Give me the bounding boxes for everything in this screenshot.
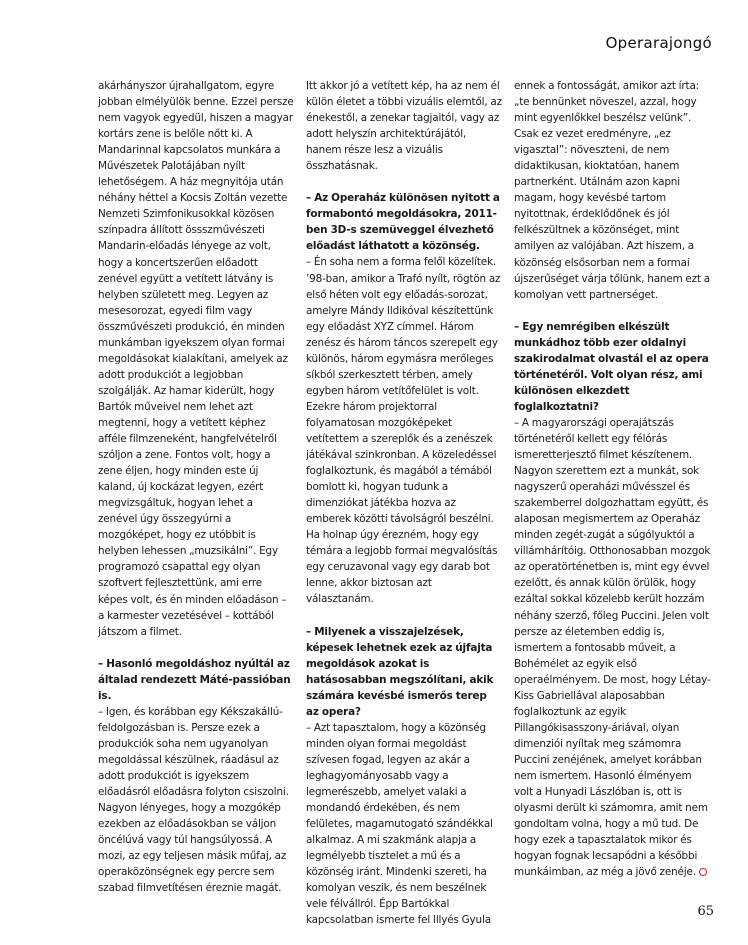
paragraph: – Igen, és korábban egy Kékszakállú-feldolgozásban is. Persze ezek a produkciók soha nem ugyanolyan megoldással készülnek, ráadásul az adott produkciót is igyekszem előadásról előadásra folyton csiszolni. Nagyon lényeges, hogy a mozgókép ezekben az előadásokban se váljon öncélúvá vagy túl hangsúlyossá. A mozi, az egy teljesen másik műfaj, az operaközönségnek egy percre sem szabad filmvetítésen éreznie magát. xyxy=(98,705,289,895)
interview-question: – Az Operaház különösen nyitott a formabontó megoldásokra, 2011-ben 3D-s szemüveggel élvezhető előadást láthatott a közönség. xyxy=(306,192,500,253)
interview-question: – Milyenek a visszajelzések, képesek lehetnek ezek az újfajta megoldások azokat is hatásosabban megszólítani, akik számára kevésbé ismerős terep az opera? xyxy=(306,625,494,718)
end-of-article-icon xyxy=(699,868,707,876)
text-column-1 xyxy=(98,78,294,896)
paragraph: – Én soha nem a forma felől közelítek. ’98-ban, amikor a Trafó nyílt, rögtön az első héten volt egy előadás-sorozat, amelyre Mándy Ildikóval készítettünk egy előadást XYZ címmel. Három zenész és három táncos szerepelt egy különös, három egymásra merőleges síkból szerkesztett térben, amely egyben három vetítőfelület is volt. Ezekre három projektorral folyamatosan mozgóképeket vetítettem a szereplők és a zenészek játékával szinkronban. A közeledéssel foglalkoztunk, és magából a témából bomlott ki, hogyan tudunk a dimenziókat játékba hozva az emberek közötti távolságról beszélni. Ha holnap úgy érezném, hogy egy témára a legjobb formai megvalósítás egy ceruzavonal vagy egy darab bot lenne, akkor biztosan azt választanám. xyxy=(306,256,501,606)
section-title: Operarajongó xyxy=(605,34,712,52)
paragraph: akárhányszor újrahallgatom, egyre jobban elmélyülök benne. Ezzel persze nem vagyok egyedül, hiszen a magyar kortárs zene is belőle nőtt ki. A Mandarinnal kapcsolatos munkára a Művészetek Palotájában nyílt lehetőségem. A ház megnyitója után néhány héttel a Kocsis Zoltán vezette Nemzeti Szimfonikusokkal közösen színpadra állított össszművészeti Mandarin-előadás lényege az volt, hogy a koncertszerűen előadott zenével együtt a vetített látvány is helyben született meg. Legyen az mesesorozat, egyedi film vagy összművészeti produkció, én minden munkámban igyekszem olyan formai megoldásokat kialakítani, amelyek az adott produkciót a legjobban szolgálják. Az hamar kiderült, hogy Bartók műveivel nem lehet azt megtenni, hogy a vetített képhez afféle filmzeneként, hangfelvételről szóljon a zene. Fontos volt, hogy a zene éljen, hogy minden este új kaland, új kockázat legyen, ezért megvizsgáltuk, hogyan lehet a zenével úgy összegyúrni a mozgóképet, hogy ez utóbbit is helyben lehessen „muzsikálni”. Egy programozó csapattal egy olyan szoftvert fejlesztettünk, ami erre képes volt, és én minden előadáson – a karmester vezetésével – kottából játszom a filmet. xyxy=(98,80,294,638)
page-number: 65 xyxy=(697,904,714,919)
paragraph: ennek a fontosságát, amikor azt írta: „te bennünket növeszel, azzal, hogy mint egyenlőkkel beszélsz velünk”. Csak ez vezet eredményre, „ez vigasztal”: növeszteni, de nem didaktikusan, kioktatóan, hanem partnerként. Utálnám azon kapni magam, hogy kevésbé tartom nyitottnak, érdeklődőnek és jól felkészültnek a közönséget, mint amilyen az valójában. Azt hiszem, a közönség elsősorban nem a formai újszerűséget várja tőlünk, hanem ezt a komolyan vett partnerséget. xyxy=(514,80,710,301)
interview-question: – Egy nemrégiben elkészült munkádhoz több ezer oldalnyi szakirodalmat olvastál el az opera történetéről. Volt olyan rész, ami különösen elkezdett foglalkoztatni? xyxy=(514,320,709,413)
text-column-2 xyxy=(306,78,502,928)
paragraph: Itt akkor jó a vetített kép, ha az nem él külön életet a többi vizuális elemtől, az énekestől, a zenekar tagjaitól, vagy az adott helyszín architektúrájától, hanem része lesz a vizuális összhatásnak. xyxy=(306,80,502,173)
interview-question: – Hasonló megoldáshoz nyúltál az általad rendezett Máté-passióban is. xyxy=(98,657,291,702)
paragraph-text: – A magyarországi operajátszás történetéről kellett egy félórás ismeretterjesztő filmet készítenem. Nagyon szerettem ezt a munkát, sok nagyszerű operaházi művésszel és szakemberrel dolgozhattam együtt, és alaposan megismertem az Operaház minden zegét-zugát a súgólyuktól a villámhárítóig. Otthonosabban mozgok az operatörténetben is, mint egy évvel ezelőtt, és annak külön örülök, hogy ezáltal sokkal közelebb került hozzám néhány szerző, főleg Puccini. Jelen volt persze az életemben eddig is, ismertem a fontosabb műveit, a Bohémélet az egyik első operaélményem. De most, hogy Létay-Kiss Gabriellával alaposabban foglalkoztunk az egyik Pillangókisasszony-áriával, olyan dimenziói nyíltak meg számomra Puccini zenéjének, amelyet korábban nem ismertem. Hasonló élményem volt a Hunyadi Lászlóban is, ott is olyasmi derült ki számomra, amit nem gondoltam volna, hogy a mű tud. De hogy ezek a tapasztalatok mikor és hogyan fognak lecsapódni a későbbi munkáimban, az még a jövő zenéje. xyxy=(514,416,711,879)
paragraph: – Azt tapasztalom, hogy a közönség minden olyan formai megoldást szívesen fogad, legyen az akár a leghagyományosabb vagy a legmerészebb, amelyet valaki a mondandó érdekében, és nem felületes, magamutogató szándékkal alkalmaz. A mi szakmánk alapja a legmélyebb tisztelet a mű és a közönség iránt. Mindenki szereti, ha komolyan veszik, és nem beszélnek vele félvállról. Épp Bartókkal kapcsolatban ismerte fel Illyés Gyula xyxy=(306,721,493,927)
paragraph xyxy=(514,415,712,880)
text-column-3 xyxy=(514,78,712,880)
